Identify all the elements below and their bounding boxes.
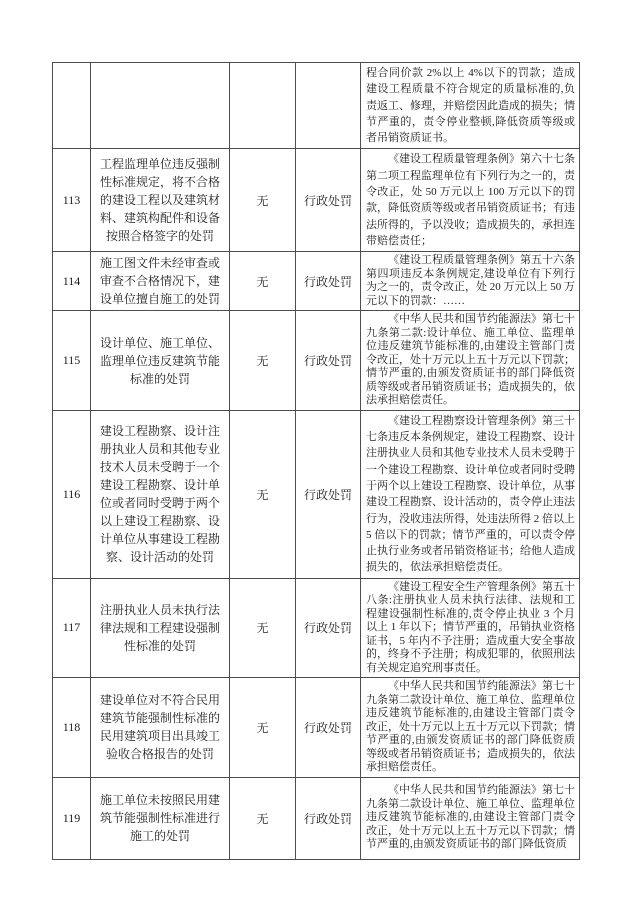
cell-subitem: 无 — [230, 149, 296, 252]
cell-subitem: 无 — [230, 252, 296, 311]
cell-penalty-type: 行政处罚 — [296, 149, 361, 252]
legal-basis-text: 《建设工程质量管理条例》第五十六条第四项违反本条例规定,建设单位有下列行为之一的，责令改正，处 20 万元以上 50 万元以下的罚款：…… — [366, 254, 575, 307]
cell-no: 116 — [53, 410, 91, 578]
table-row-119 — [53, 777, 580, 859]
cell-legal-basis — [361, 63, 580, 149]
cell-legal-basis — [361, 678, 580, 778]
cell-penalty-type: 行政处罚 — [296, 678, 361, 778]
cell-no: 114 — [53, 252, 91, 311]
cell-penalty-type: 行政处罚 — [296, 252, 361, 311]
cell-item: 注册执业人员未执行法律法规和工程建设强制性标准的处罚 — [91, 578, 230, 678]
table-row-118 — [53, 678, 580, 778]
cell-item: 建设工程勘察、设计注册执业人员和其他专业技术人员未受聘于一个建设工程勘察、设计单位或者同时受聘于两个以上建设工程勘察、设计单位从事建设工程勘察、设计活动的处罚 — [91, 410, 230, 578]
table-row-116 — [53, 410, 580, 578]
cell-item: 施工单位未按照民用建筑节能强制性标准进行施工的处罚 — [91, 777, 230, 859]
cell-legal-basis — [361, 578, 580, 678]
cell-legal-basis — [361, 410, 580, 578]
cell-item: 设计单位、施工单位、监理单位违反建筑节能标准的处罚 — [91, 311, 230, 411]
cell-subitem — [230, 63, 296, 149]
cell-item: 工程监理单位违反强制性标准规定，将不合格的建设工程以及建筑材料、建筑构配件和设备按照合格签字的处罚 — [91, 149, 230, 252]
cell-item: 建设单位对不符合民用建筑节能强制性标准的民用建筑项目出具竣工验收合格报告的处罚 — [91, 678, 230, 778]
cell-penalty-type: 行政处罚 — [296, 311, 361, 411]
cell-no — [53, 63, 91, 149]
legal-basis-text: 《中华人民共和国节约能源法》第七十九条第二款设计单位、施工单位、监理单位违反建筑节能标准的,由建设主管部门责令改正，处十万元以上五十万元以下罚款；情节严重的,由颁发资质证书的部门降低资质 — [366, 784, 575, 851]
table-row-115 — [53, 311, 580, 411]
cell-legal-basis — [361, 311, 580, 411]
cell-penalty-type: 行政处罚 — [296, 777, 361, 859]
legal-basis-text: 程合同价款 2%以上 4%以下的罚款；造成建设工程质量不符合规定的质量标准的,负责返工、修理，并赔偿因此造成的损失；情节严重的，责令停业整顿,降低资质等级或者吊销资质证书。 — [366, 67, 575, 145]
cell-penalty-type: 行政处罚 — [296, 410, 361, 578]
cell-item: 施工图文件未经审查或审查不合格情况下，建设单位擅自施工的处罚 — [91, 252, 230, 311]
table-row-continuation — [53, 63, 580, 149]
cell-subitem: 无 — [230, 311, 296, 411]
cell-item — [91, 63, 230, 149]
cell-legal-basis — [361, 777, 580, 859]
table-row-113 — [53, 149, 580, 252]
legal-basis-text: 《建设工程勘察设计管理条例》第三十七条违反本条例规定，建设工程勘察、设计注册执业人员和其他专业技术人员未受聘于一个建设工程勘察、设计单位或者同时受聘于两个以上建设工程勘察、设计单位，从事建设工程勘察、设计活动的，责令停止违法行为，没收违法所得，处违法所得 2 倍以上 5 倍以下的罚款；情节严重的，可以责令停止执行业务或者吊销资格证书；给他人造成损失的，依法承担赔偿责任。 — [366, 414, 575, 574]
table-row-117 — [53, 578, 580, 678]
table-row-114 — [53, 252, 580, 311]
legal-basis-text: 《中华人民共和国节约能源法》第七十九条第二款设计单位、施工单位、监理单位违反建筑节能标准的,由建设主管部门责令改正，处十万元以上五十万元以下罚款；情节严重的,由颁发资质证书的部门降低资质等级或者吊销资质证书；造成损失的，依法承担赔偿责任。 — [366, 680, 575, 774]
cell-no: 119 — [53, 777, 91, 859]
penalty-table — [52, 62, 580, 860]
cell-subitem: 无 — [230, 777, 296, 859]
cell-no: 113 — [53, 149, 91, 252]
legal-basis-text: 《中华人民共和国节约能源法》第七十九条第二款:设计单位、施工单位、监理单位违反建筑节能标准的,由建设主管部门责令改正，处十万元以上五十万元以下罚款；情节严重的,由颁发资质证书的部门降低资质等级或者吊销资质证书；造成损失的，依法承担赔偿责任。 — [366, 313, 575, 407]
cell-penalty-type: 行政处罚 — [296, 578, 361, 678]
legal-basis-text: 《建设工程安全生产管理条例》第五十八条:注册执业人员未执行法律、法规和工程建设强制性标准的,责令停止执业 3 个月以上 1 年以下；情节严重的，吊销执业资格证书，5 年内不予注册；造成重大安全事故的，终身不予注册；构成犯罪的，依照刑法有关规定追究刑事责任。 — [366, 580, 575, 674]
cell-no: 115 — [53, 311, 91, 411]
cell-subitem: 无 — [230, 410, 296, 578]
cell-no: 118 — [53, 678, 91, 778]
cell-penalty-type — [296, 63, 361, 149]
legal-basis-text: 《建设工程质量管理条例》第六十七条第二项工程监理单位有下列行为之一的，责令改正，处 50 万元以上 100 万元以下的罚款，降低资质等级或者吊销资质证书；有违法所得的，予以没收；造成损失的，承担连带赔偿责任； — [366, 153, 575, 247]
cell-subitem: 无 — [230, 678, 296, 778]
cell-legal-basis — [361, 252, 580, 311]
cell-legal-basis — [361, 149, 580, 252]
cell-no: 117 — [53, 578, 91, 678]
cell-subitem: 无 — [230, 578, 296, 678]
